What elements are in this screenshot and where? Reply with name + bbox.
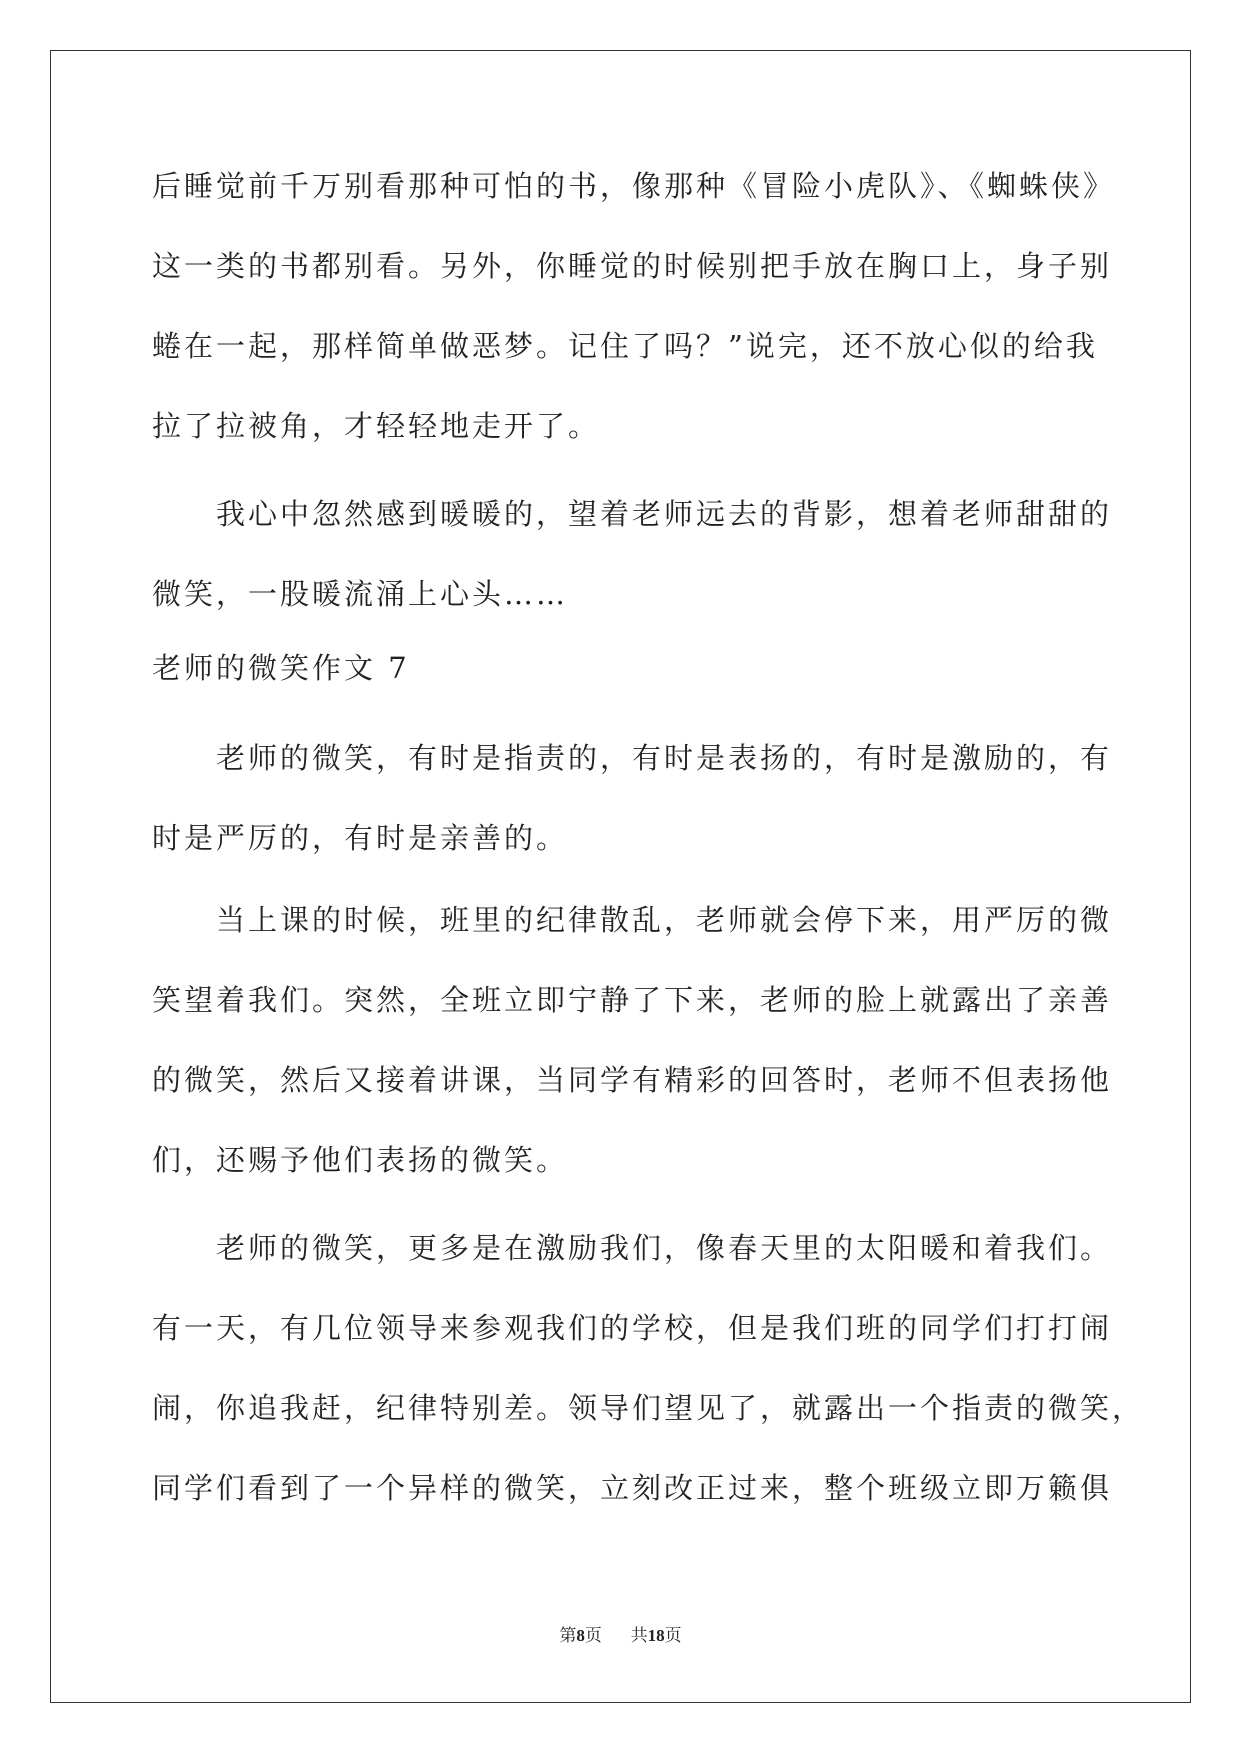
text-line: 微笑，一股暖流涌上心头…… — [152, 577, 569, 611]
text-line: 笑望着我们。突然，全班立即宁静了下来，老师的脸上就露出了亲善 — [152, 983, 1113, 1017]
text-line: 这一类的书都别看。另外，你睡觉的时候别把手放在胸口上，身子别 — [152, 249, 1113, 283]
text-line: 们，还赐予他们表扬的微笑。 — [152, 1143, 569, 1177]
text-line: 有一天，有几位领导来参观我们的学校，但是我们班的同学们打打闹 — [152, 1311, 1113, 1345]
text-line: 同学们看到了一个异样的微笑，立刻改正过来，整个班级立即万籁俱 — [152, 1471, 1113, 1505]
section-heading: 老师的微笑作文 7 — [152, 651, 410, 685]
page-number-label: 第8页 — [559, 1626, 602, 1646]
text-line: 我心中忽然感到暖暖的，望着老师远去的背影，想着老师甜甜的 — [152, 497, 1113, 531]
text-line: 当上课的时候，班里的纪律散乱，老师就会停下来，用严厉的微 — [152, 903, 1113, 937]
text-line: 蜷在一起，那样简单做恶梦。记住了吗？”说完，还不放心似的给我 — [152, 329, 1098, 363]
text-line: 老师的微笑，更多是在激励我们，像春天里的太阳暖和着我们。 — [152, 1231, 1113, 1265]
page-footer — [0, 1625, 1241, 1647]
page-border — [50, 50, 1191, 1703]
text-line: 时是严厉的，有时是亲善的。 — [152, 821, 569, 855]
text-line: 后睡觉前千万别看那种可怕的书，像那种《冒险小虎队》、《蜘蛛侠》 — [152, 169, 1116, 203]
current-page-number: 8 — [576, 1626, 585, 1645]
text-line: 的微笑，然后又接着讲课，当同学有精彩的回答时，老师不但表扬他 — [152, 1063, 1113, 1097]
total-page-count: 18 — [647, 1626, 665, 1645]
text-line: 拉了拉被角，才轻轻地走开了。 — [152, 409, 601, 443]
text-line: 老师的微笑，有时是指责的，有时是表扬的，有时是激励的，有 — [152, 741, 1113, 775]
total-pages-label: 共18页 — [630, 1626, 682, 1646]
text-line: 闹，你追我赶，纪律特别差。领导们望见了，就露出一个指责的微笑， — [152, 1391, 1145, 1425]
